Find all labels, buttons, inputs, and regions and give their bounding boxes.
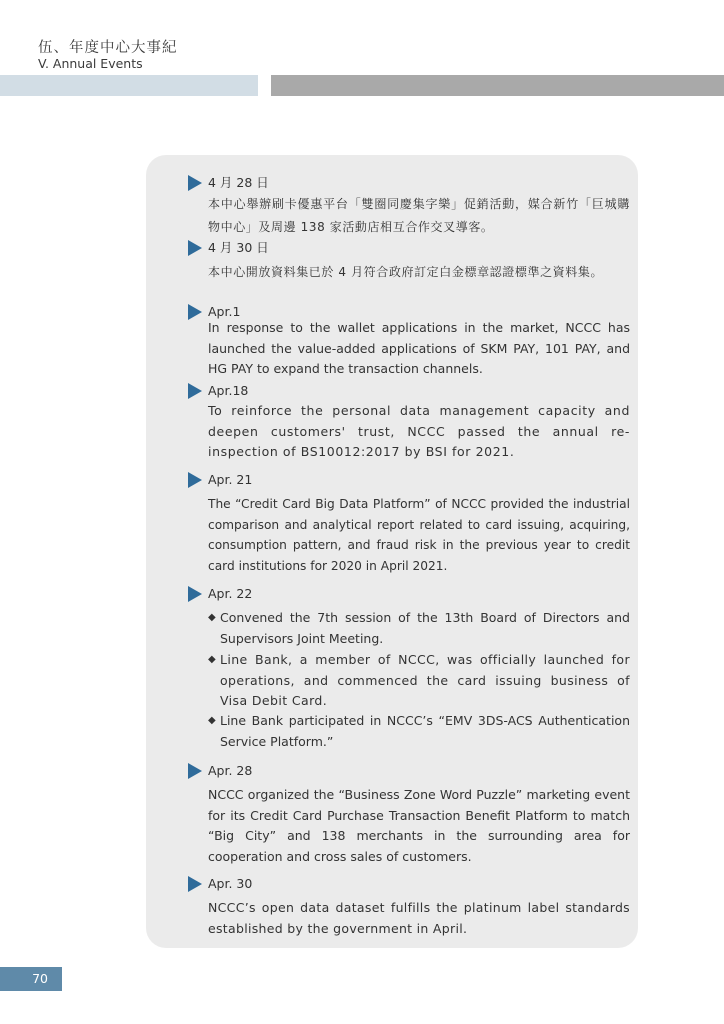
event-date: Apr. 22 <box>208 586 253 601</box>
diamond-bullet-icon: ◆ <box>208 654 216 665</box>
arrow-icon <box>188 383 202 399</box>
event-text: 本中心舉辦刷卡優惠平台「雙圈同慶集字樂」促銷活動，媒合新竹「巨城購物中心」及周邊 138 家活動店相互合作交叉導客。 <box>208 197 630 234</box>
bullet-item <box>208 650 630 712</box>
event-text: To reinforce the personal data management capacity and deepen customers' trust, NCCC passed the annual re-inspection of BS10012:2017 by BSI for 2021. <box>208 403 630 460</box>
page-number: 70 <box>32 971 48 986</box>
event-date: Apr. 21 <box>208 472 253 487</box>
chapter-title-en: V. Annual Events <box>38 56 143 71</box>
arrow-icon <box>188 586 202 602</box>
bullet-text: Line Bank, a member of NCCC, was officially launched for operations, and commenced the card issuing business of Visa Debit Card. <box>220 652 630 709</box>
arrow-icon <box>188 876 202 892</box>
arrow-icon <box>188 240 202 256</box>
event-text: 本中心開放資料集已於 4 月符合政府訂定白金標章認證標準之資料集。 <box>208 265 604 279</box>
arrow-icon <box>188 304 202 320</box>
event-text: NCCC organized the “Business Zone Word Puzzle” marketing event for its Credit Card Purchase Transaction Benefit Platform to match “Big City” and 138 merchants in the surrounding area for cooperation and cross sales of customers. <box>208 787 630 865</box>
event-date: Apr. 28 <box>208 763 253 778</box>
bullet-item <box>208 608 630 649</box>
event-text: In response to the wallet applications in the market, NCCC has launched the value-added applications of SKM PAY, 101 PAY, and HG PAY to expand the transaction channels. <box>208 320 630 377</box>
bullet-text: Line Bank participated in NCCC’s “EMV 3DS-ACS Authentication Service Platform.” <box>220 713 630 749</box>
arrow-icon <box>188 175 202 191</box>
event-text: NCCC’s open data dataset fulfills the platinum label standards established by the government in April. <box>208 900 630 936</box>
header-bar-left <box>0 75 258 96</box>
diamond-bullet-icon: ◆ <box>208 612 216 623</box>
event-text: The “Credit Card Big Data Platform” of NCCC provided the industrial comparison and analytical report related to card issuing, acquiring, consumption pattern, and fraud risk in the previous year to credit card institutions for 2020 in April 2021. <box>208 497 630 574</box>
header-bar-right <box>271 75 724 96</box>
event-date: Apr.18 <box>208 383 249 398</box>
diamond-bullet-icon: ◆ <box>208 715 216 726</box>
chapter-title-zh: 伍、年度中心大事紀 <box>38 40 178 56</box>
arrow-icon <box>188 472 202 488</box>
arrow-icon <box>188 763 202 779</box>
event-date: Apr.1 <box>208 304 241 319</box>
event-date: Apr. 30 <box>208 876 253 891</box>
event-date: 4 月 30 日 <box>208 240 269 255</box>
event-date: 4 月 28 日 <box>208 175 269 190</box>
bullet-item <box>208 711 630 752</box>
bullet-text: Convened the 7th session of the 13th Board of Directors and Supervisors Joint Meeting. <box>220 610 630 646</box>
